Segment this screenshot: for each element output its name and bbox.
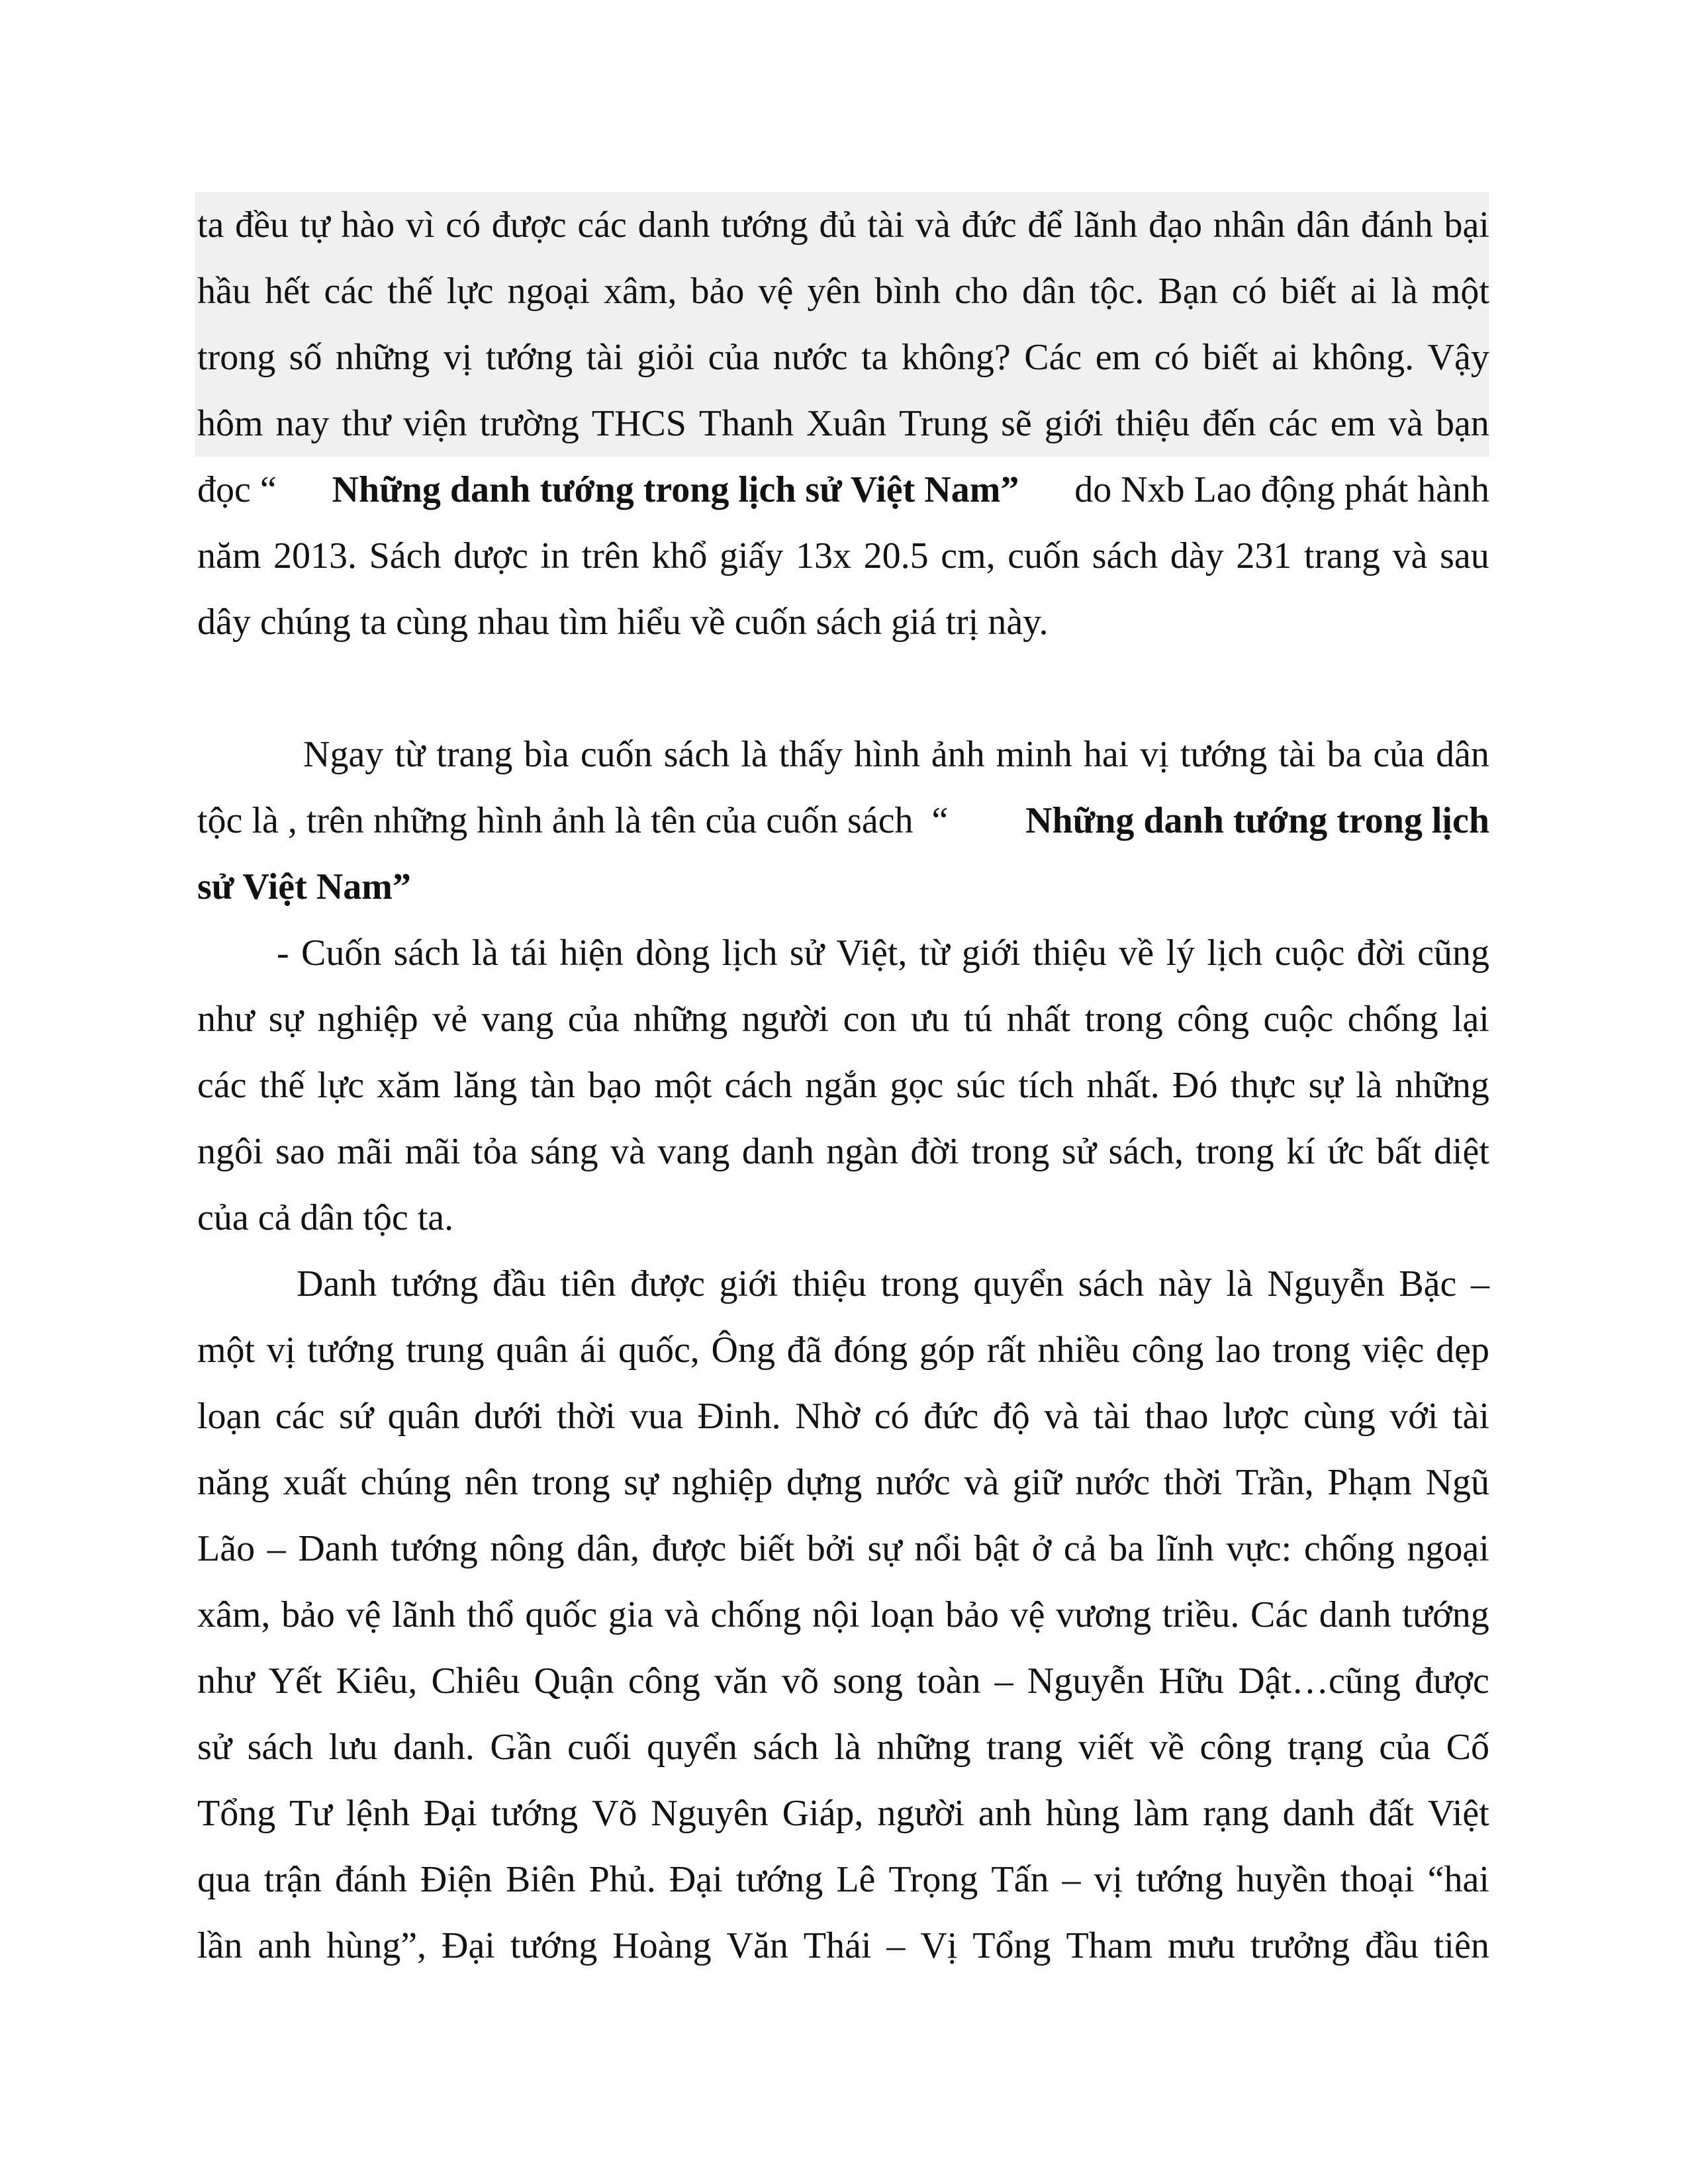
- paragraph-intro: [197, 192, 1489, 655]
- text-line: ngôi sao mãi mãi tỏa sáng và vang danh ngàn đời trong sử sách, trong kí ức bất diệt: [197, 1131, 1489, 1172]
- book-title-bold: Những danh tướng trong lịch sử Việt Nam”: [332, 469, 1019, 510]
- text-line: - Cuốn sách là tái hiện dòng lịch sử Việt, từ giới thiệu về lý lịch cuộc đời cũng: [277, 933, 1489, 974]
- text-line: như sự nghiệp vẻ vang của những người con ưu tú nhất trong công cuộc chống lại: [197, 999, 1489, 1040]
- text-line: Tổng Tư lệnh Đại tướng Võ Nguyên Giáp, người anh hùng làm rạng danh đất Việt: [197, 1793, 1489, 1834]
- text-line: trong số những vị tướng tài giỏi của nước ta không? Các em có biết ai không. Vậy: [195, 324, 1489, 390]
- paragraph-cover: [197, 721, 1489, 1979]
- text-segment: đọc “: [197, 469, 286, 510]
- text-line: ta đều tự hào vì có được các danh tướng đủ tài và đức để lãnh đạo nhân dân đánh bại: [195, 192, 1489, 258]
- text-line: năng xuất chúng nên trong sự nghiệp dựng nước và giữ nước thời Trần, Phạm Ngũ: [197, 1462, 1489, 1503]
- text-line: lần anh hùng”, Đại tướng Hoàng Văn Thái – Vị Tổng Tham mưu trưởng đầu tiên: [197, 1925, 1489, 1966]
- text-line-with-book-title: [197, 788, 1489, 854]
- text-line: hôm nay thư viện trường THCS Thanh Xuân Trung sẽ giới thiệu đến các em và bạn: [195, 390, 1489, 457]
- text-line: các thế lực xăm lăng tàn bạo một cách ngắn gọc súc tích nhất. Đó thực sự là những: [197, 1065, 1489, 1106]
- text-line-book-title: sử Việt Nam”: [197, 866, 411, 907]
- text-segment: tộc là , trên những hình ảnh là tên của cuốn sách “: [197, 800, 949, 841]
- book-title-bold: Những danh tướng trong lịch: [1025, 800, 1489, 841]
- text-segment: do Nxb Lao động phát hành: [1065, 469, 1489, 510]
- text-line: năm 2013. Sách dược in trên khổ giấy 13x 20.5 cm, cuốn sách dày 231 trang và sau: [197, 535, 1489, 576]
- text-line: hầu hết các thế lực ngoại xâm, bảo vệ yên bình cho dân tộc. Bạn có biết ai là một: [195, 258, 1489, 324]
- text-line: như Yết Kiêu, Chiêu Quận công văn võ song toàn – Nguyễn Hữu Dật…cũng được: [197, 1661, 1489, 1702]
- text-line: một vị tướng trung quân ái quốc, Ông đã đóng góp rất nhiều công lao trong việc dẹp: [197, 1330, 1489, 1371]
- text-line: dây chúng ta cùng nhau tìm hiểu về cuốn sách giá trị này.: [197, 602, 1049, 643]
- text-line-with-book-title: [197, 457, 1489, 523]
- text-line: xâm, bảo vệ lãnh thổ quốc gia và chống nội loạn bảo vệ vương triều. Các danh tướng: [197, 1594, 1489, 1635]
- text-line: Ngay từ trang bìa cuốn sách là thấy hình ảnh minh hai vị tướng tài ba của dân: [303, 734, 1489, 775]
- text-line: Danh tướng đầu tiên được giới thiệu trong quyển sách này là Nguyễn Bặc –: [297, 1263, 1489, 1304]
- text-line: loạn các sứ quân dưới thời vua Đinh. Nhờ có đức độ và tài thao lược cùng với tài: [197, 1396, 1489, 1437]
- text-line: của cả dân tộc ta.: [197, 1197, 454, 1238]
- text-line: qua trận đánh Điện Biên Phủ. Đại tướng Lê Trọng Tấn – vị tướng huyền thoại “hai: [197, 1859, 1489, 1900]
- text-line: sử sách lưu danh. Gần cuối quyển sách là những trang viết về công trạng của Cố: [197, 1727, 1489, 1768]
- text-line: Lão – Danh tướng nông dân, được biết bởi sự nổi bật ở cả ba lĩnh vực: chống ngoại: [197, 1528, 1489, 1569]
